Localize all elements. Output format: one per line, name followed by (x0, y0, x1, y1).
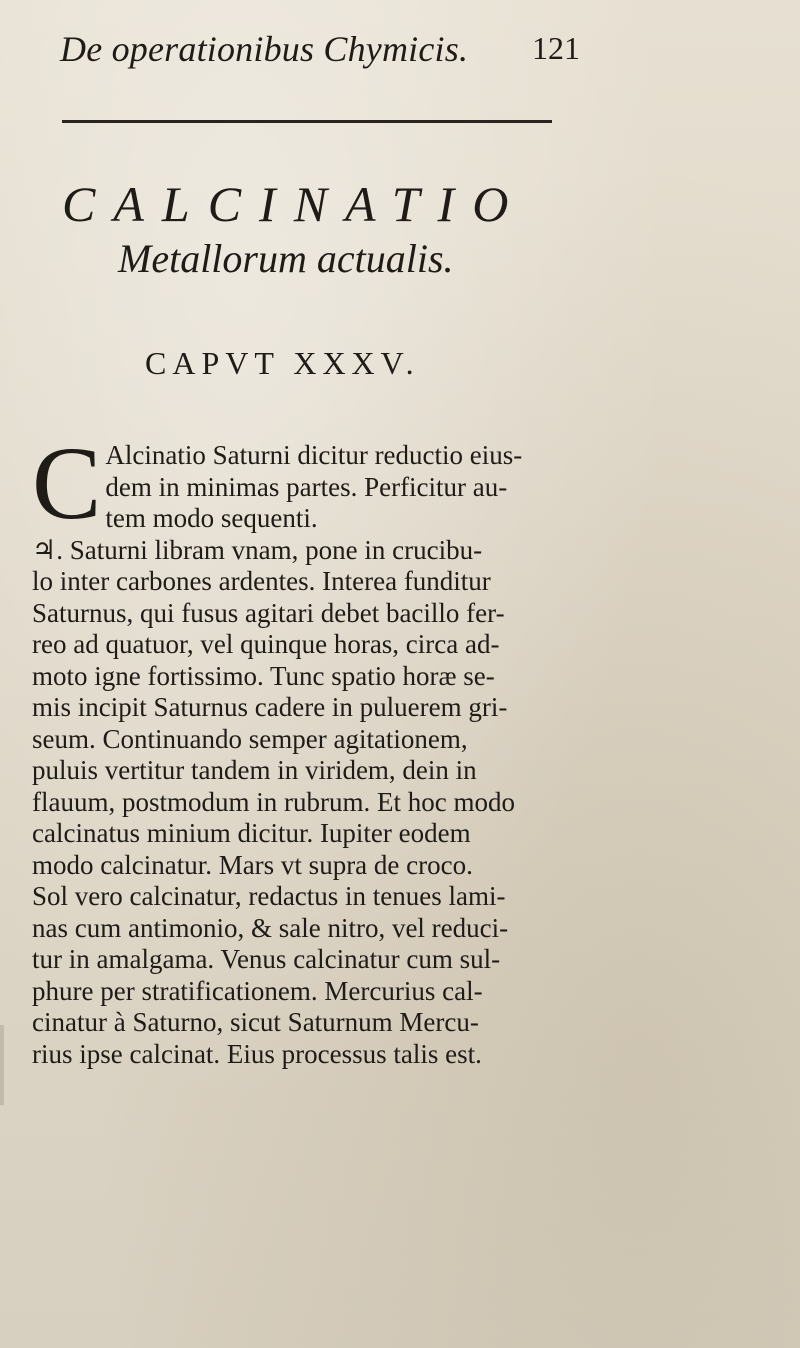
section-title: CALCINATIO (62, 176, 527, 232)
text-line: lo inter carbones ardentes. Interea funditur (32, 566, 491, 596)
page-edge-shadow (0, 1025, 4, 1105)
chapter-heading: CAPVT XXXV. (145, 345, 420, 381)
text-line: tem modo sequenti. (105, 503, 318, 533)
text-line: seum. Continuando semper agitationem, (32, 723, 468, 754)
drop-cap: C (32, 426, 102, 541)
text-line: rius ipse calcinat. Eius processus talis est. (32, 1038, 482, 1069)
text-line: ♃. Saturni libram vnam, pone in crucibu- (32, 534, 483, 565)
text-line: calcinatus minium dicitur. Iupiter eodem (32, 818, 471, 848)
body-text (32, 426, 592, 1070)
text-line: Saturnus, qui fusus agitari debet bacillo fer- (32, 597, 505, 628)
running-head: De operationibus Chymicis. (60, 29, 469, 69)
section-subtitle: Metallorum actualis. (118, 236, 454, 281)
text-line: Sol vero calcinatur, redactus in tenues lami- (32, 881, 506, 911)
text-line: dem in minimas partes. Perficitur au- (105, 471, 508, 502)
page-header (60, 28, 580, 78)
text-line: mis incipit Saturnus cadere in puluerem gri- (32, 692, 508, 722)
text-line: nas cum antimonio, & sale nitro, vel reduci- (32, 912, 509, 943)
text-line: reo ad quatuor, vel quinque horas, circa ad- (32, 629, 500, 659)
header-rule (62, 120, 552, 123)
page-number: 121 (532, 30, 580, 66)
text-line: puluis vertitur tandem in viridem, dein in (32, 755, 477, 785)
text-line: flauum, postmodum in rubrum. Et hoc modo (32, 786, 515, 817)
text-line: modo calcinatur. Mars vt supra de croco. (32, 849, 473, 880)
text-line: tur in amalgama. Venus calcinatur cum sul- (32, 944, 501, 974)
text-line: cinatur à Saturno, sicut Saturnum Mercu- (32, 1007, 479, 1037)
text-line: Alcinatio Saturni dicitur reductio eius- (105, 440, 523, 470)
text-line: phure per stratificationem. Mercurius cal- (32, 975, 483, 1006)
text-line: moto igne fortissimo. Tunc spatio horæ se- (32, 660, 495, 691)
